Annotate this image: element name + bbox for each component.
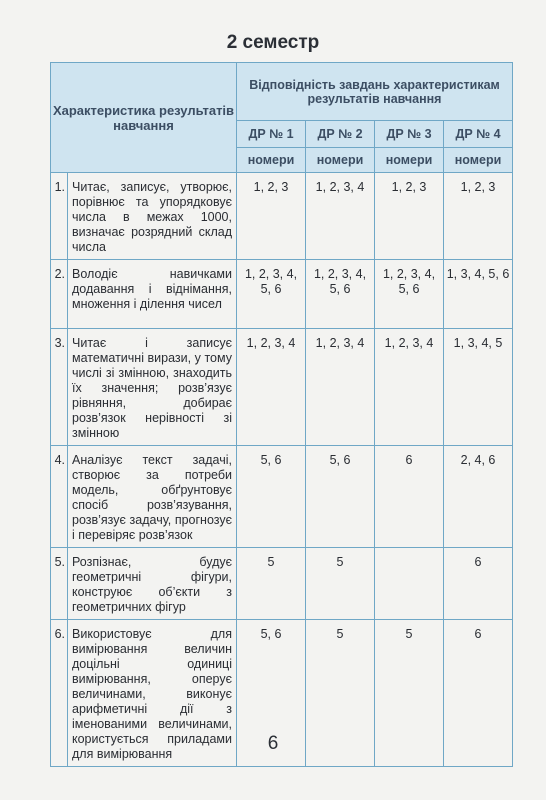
row-number: 1. xyxy=(51,173,68,260)
row-number: 3. xyxy=(51,329,68,446)
row-description: Читає, записує, утворює, порівнює та упорядковує числа в межах 1000, визначає розрядний склад числа xyxy=(68,173,237,260)
page-number: 6 xyxy=(267,733,279,754)
subheader-numbers: номери xyxy=(237,148,306,173)
header-row xyxy=(51,63,513,121)
cell-dr2: 1, 2, 3, 4, 5, 6 xyxy=(306,260,375,329)
cell-dr1: 1, 2, 3, 4 xyxy=(237,329,306,446)
cell-dr3: 1, 2, 3, 4 xyxy=(375,329,444,446)
cell-dr3 xyxy=(375,548,444,620)
table-row xyxy=(51,260,513,329)
row-description: Читає і записує математичні вирази, у тому числі зі змінною, знаходить їх значення; розв’язує рівняння, добирає розв’язок нерівності зі змінною xyxy=(68,329,237,446)
table-row xyxy=(51,173,513,260)
cell-dr4: 2, 4, 6 xyxy=(444,446,513,548)
row-description: Розпізнає, будує геометричні фігури, конструює об’єкти з геометричних фігур xyxy=(68,548,237,620)
cell-dr3: 6 xyxy=(375,446,444,548)
cell-dr1: 1, 2, 3 xyxy=(237,173,306,260)
page-title: 2 семестр xyxy=(226,32,320,53)
subheader-numbers: номери xyxy=(444,148,513,173)
cell-dr2: 1, 2, 3, 4 xyxy=(306,173,375,260)
cell-dr2: 5, 6 xyxy=(306,446,375,548)
row-number: 2. xyxy=(51,260,68,329)
column-header-dr1: ДР № 1 xyxy=(237,121,306,148)
cell-dr4: 1, 3, 4, 5 xyxy=(444,329,513,446)
cell-dr2: 1, 2, 3, 4 xyxy=(306,329,375,446)
cell-dr2: 5 xyxy=(306,620,375,767)
subheader-numbers: номери xyxy=(306,148,375,173)
table-row xyxy=(51,446,513,548)
cell-dr1: 1, 2, 3, 4, 5, 6 xyxy=(237,260,306,329)
cell-dr3: 5 xyxy=(375,620,444,767)
table-row xyxy=(51,548,513,620)
column-header-dr3: ДР № 3 xyxy=(375,121,444,148)
row-description: Використовує для вимірювання величин доцільні одиниці вимірювання, оперує величинами, виконує арифметичні дії з іменованими величинами, користується приладами для вимірювання xyxy=(68,620,237,767)
header-characteristic: Характеристика результатів навчання xyxy=(51,63,237,173)
row-number: 4. xyxy=(51,446,68,548)
cell-dr1: 5 xyxy=(237,548,306,620)
cell-dr2: 5 xyxy=(306,548,375,620)
table-row xyxy=(51,329,513,446)
cell-dr3: 1, 2, 3 xyxy=(375,173,444,260)
header-correspondence: Відповідність завдань характеристикам результатів навчання xyxy=(237,63,513,121)
cell-dr1: 5, 6 xyxy=(237,446,306,548)
cell-dr4: 1, 2, 3 xyxy=(444,173,513,260)
results-table xyxy=(50,62,513,767)
cell-dr3: 1, 2, 3, 4, 5, 6 xyxy=(375,260,444,329)
cell-dr4: 1, 3, 4, 5, 6 xyxy=(444,260,513,329)
row-description: Аналізує текст задачі, створює за потреби модель, обґрунтовує спосіб розв’язування, розв’язує задачу, прогнозує і перевіряє розв’язок xyxy=(68,446,237,548)
subheader-numbers: номери xyxy=(375,148,444,173)
cell-dr4: 6 xyxy=(444,548,513,620)
row-description: Володіє навичками додавання і віднімання, множення і ділення чисел xyxy=(68,260,237,329)
row-number: 6. xyxy=(51,620,68,767)
cell-dr1: 5, 6 xyxy=(237,620,306,767)
column-header-dr2: ДР № 2 xyxy=(306,121,375,148)
cell-dr4: 6 xyxy=(444,620,513,767)
row-number: 5. xyxy=(51,548,68,620)
column-header-dr4: ДР № 4 xyxy=(444,121,513,148)
